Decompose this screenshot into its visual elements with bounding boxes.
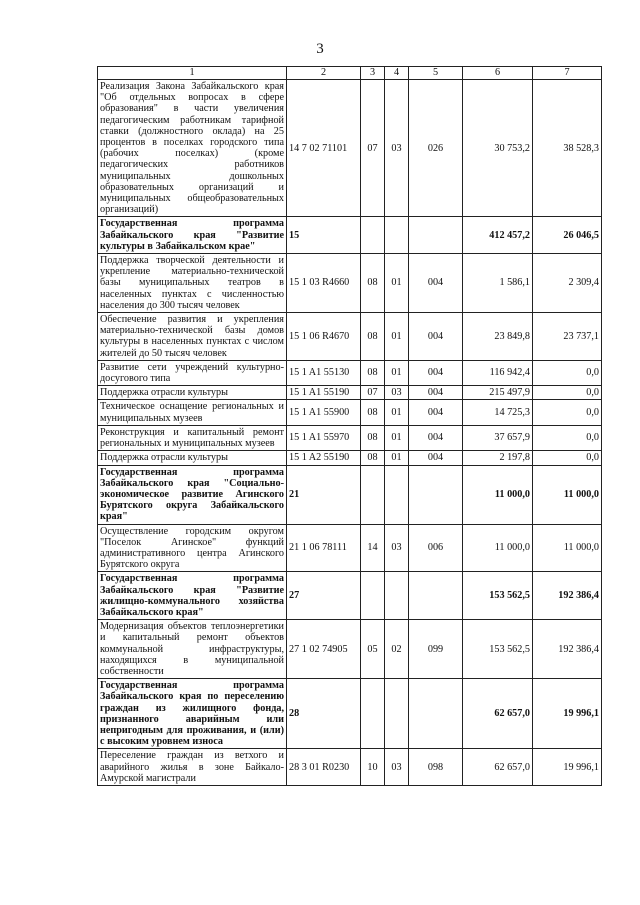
row-section: 10 xyxy=(361,749,385,786)
row-amount-2: 19 996,1 xyxy=(533,679,602,749)
row-expense-type: 004 xyxy=(409,451,463,465)
row-subsection xyxy=(385,465,409,524)
table-row xyxy=(98,386,602,400)
row-expense-type xyxy=(409,679,463,749)
table-row xyxy=(98,313,602,361)
row-section: 08 xyxy=(361,425,385,450)
row-code: 15 1 A2 55190 xyxy=(287,451,361,465)
row-amount-2: 0,0 xyxy=(533,451,602,465)
row-code: 15 1 A1 55900 xyxy=(287,400,361,425)
row-amount-1: 153 562,5 xyxy=(463,572,533,620)
row-expense-type: 004 xyxy=(409,400,463,425)
row-amount-2: 0,0 xyxy=(533,360,602,385)
row-amount-1: 23 849,8 xyxy=(463,313,533,361)
row-section: 07 xyxy=(361,386,385,400)
row-expense-type: 098 xyxy=(409,749,463,786)
row-subsection: 03 xyxy=(385,386,409,400)
row-amount-2: 19 996,1 xyxy=(533,749,602,786)
row-code: 28 3 01 R0230 xyxy=(287,749,361,786)
row-code: 15 1 03 R4660 xyxy=(287,254,361,313)
row-expense-type: 026 xyxy=(409,80,463,217)
row-subsection: 01 xyxy=(385,254,409,313)
row-amount-1: 11 000,0 xyxy=(463,524,533,572)
row-amount-2: 11 000,0 xyxy=(533,465,602,524)
row-amount-1: 62 657,0 xyxy=(463,749,533,786)
row-section xyxy=(361,572,385,620)
row-subsection xyxy=(385,679,409,749)
row-section xyxy=(361,217,385,254)
row-name: Поддержка отрасли культуры xyxy=(98,451,287,465)
row-section: 14 xyxy=(361,524,385,572)
column-header: 2 xyxy=(287,67,361,80)
table-body xyxy=(98,67,602,786)
row-code: 27 xyxy=(287,572,361,620)
table-row xyxy=(98,749,602,786)
row-amount-2: 11 000,0 xyxy=(533,524,602,572)
row-subsection: 01 xyxy=(385,451,409,465)
row-subsection: 01 xyxy=(385,400,409,425)
row-section: 08 xyxy=(361,313,385,361)
row-expense-type: 099 xyxy=(409,620,463,679)
row-subsection: 01 xyxy=(385,313,409,361)
table-row xyxy=(98,254,602,313)
row-section: 08 xyxy=(361,451,385,465)
row-amount-1: 1 586,1 xyxy=(463,254,533,313)
row-amount-1: 412 457,2 xyxy=(463,217,533,254)
table-row xyxy=(98,451,602,465)
row-expense-type: 004 xyxy=(409,360,463,385)
row-subsection: 03 xyxy=(385,524,409,572)
table-row xyxy=(98,360,602,385)
table-row xyxy=(98,620,602,679)
row-section: 05 xyxy=(361,620,385,679)
row-code: 15 1 A1 55190 xyxy=(287,386,361,400)
row-section: 08 xyxy=(361,360,385,385)
row-code: 15 1 A1 55970 xyxy=(287,425,361,450)
row-name: Обеспечение развития и укрепления материально-технической базы домов культуры в населенных пунктах с числом жителей до 50 тысяч человек xyxy=(98,313,287,361)
row-amount-1: 153 562,5 xyxy=(463,620,533,679)
row-expense-type xyxy=(409,217,463,254)
row-expense-type: 004 xyxy=(409,254,463,313)
row-code: 28 xyxy=(287,679,361,749)
row-amount-1: 14 725,3 xyxy=(463,400,533,425)
column-header: 4 xyxy=(385,67,409,80)
row-amount-2: 2 309,4 xyxy=(533,254,602,313)
row-name: Осуществление городским округом "Поселок Агинское" функций административного центра Агинского Бурятского округа xyxy=(98,524,287,572)
budget-table xyxy=(97,66,602,786)
row-code: 27 1 02 74905 xyxy=(287,620,361,679)
row-subsection: 01 xyxy=(385,425,409,450)
row-amount-1: 11 000,0 xyxy=(463,465,533,524)
row-code: 14 7 02 71101 xyxy=(287,80,361,217)
row-subsection: 02 xyxy=(385,620,409,679)
row-amount-2: 38 528,3 xyxy=(533,80,602,217)
row-subsection: 03 xyxy=(385,80,409,217)
row-name: Развитие сети учреждений культурно-досугового типа xyxy=(98,360,287,385)
row-amount-2: 192 386,4 xyxy=(533,572,602,620)
row-name: Государственная программа Забайкальского края по переселению граждан из жилищного фонда, признанного аварийным или непригодным для проживания, и (или) с высоким уровнем износа xyxy=(98,679,287,749)
row-code: 21 xyxy=(287,465,361,524)
row-name: Реализация Закона Забайкальского края "Об отдельных вопросах в сфере образования" в части увеличения педагогическим работникам тарифной ставки (должностного оклада) на 25 процентов в поселках городского типа (рабочих поселках) (кроме педагогических работников муниципальных дошкольных образовательных организаций и муниципальных общеобразовательных организаций) xyxy=(98,80,287,217)
table-row xyxy=(98,425,602,450)
page-number: 3 xyxy=(316,41,324,57)
row-name: Поддержка отрасли культуры xyxy=(98,386,287,400)
table-row xyxy=(98,679,602,749)
row-expense-type: 004 xyxy=(409,313,463,361)
column-header: 3 xyxy=(361,67,385,80)
table-row xyxy=(98,524,602,572)
row-section xyxy=(361,679,385,749)
row-name: Реконструкция и капитальный ремонт региональных и муниципальных музеев xyxy=(98,425,287,450)
row-amount-1: 2 197,8 xyxy=(463,451,533,465)
row-subsection: 01 xyxy=(385,360,409,385)
row-subsection: 03 xyxy=(385,749,409,786)
row-section: 08 xyxy=(361,254,385,313)
row-expense-type: 004 xyxy=(409,425,463,450)
row-name: Государственная программа Забайкальского края "Развитие жилищно-коммунального хозяйства Забайкальского края" xyxy=(98,572,287,620)
column-header: 5 xyxy=(409,67,463,80)
row-amount-2: 0,0 xyxy=(533,425,602,450)
row-name: Государственная программа Забайкальского края "Социально-экономическое развитие Агинского Бурятского округа Забайкальского края" xyxy=(98,465,287,524)
row-amount-2: 0,0 xyxy=(533,400,602,425)
column-header: 1 xyxy=(98,67,287,80)
row-name: Государственная программа Забайкальского края "Развитие культуры в Забайкальском крае" xyxy=(98,217,287,254)
row-amount-1: 116 942,4 xyxy=(463,360,533,385)
row-expense-type xyxy=(409,465,463,524)
row-expense-type: 006 xyxy=(409,524,463,572)
row-name: Поддержка творческой деятельности и укрепление материально-технической базы муниципальных театров в населенных пунктах с численностью населения до 300 тысяч человек xyxy=(98,254,287,313)
row-amount-2: 0,0 xyxy=(533,386,602,400)
row-code: 15 1 A1 55130 xyxy=(287,360,361,385)
row-amount-2: 192 386,4 xyxy=(533,620,602,679)
row-amount-1: 30 753,2 xyxy=(463,80,533,217)
row-name: Техническое оснащение региональных и муниципальных музеев xyxy=(98,400,287,425)
row-amount-1: 215 497,9 xyxy=(463,386,533,400)
table-row xyxy=(98,400,602,425)
row-name: Модернизация объектов теплоэнергетики и капитальный ремонт объектов коммунальной инфраструктуры, находящихся в муниципальной собственности xyxy=(98,620,287,679)
table-row xyxy=(98,572,602,620)
row-expense-type: 004 xyxy=(409,386,463,400)
row-code: 15 1 06 R4670 xyxy=(287,313,361,361)
row-amount-1: 37 657,9 xyxy=(463,425,533,450)
column-header: 7 xyxy=(533,67,602,80)
row-name: Переселение граждан из ветхого и аварийного жилья в зоне Байкало-Амурской магистрали xyxy=(98,749,287,786)
table-row xyxy=(98,217,602,254)
row-code: 15 xyxy=(287,217,361,254)
row-amount-2: 23 737,1 xyxy=(533,313,602,361)
header-row xyxy=(98,67,602,80)
row-section: 08 xyxy=(361,400,385,425)
row-subsection xyxy=(385,572,409,620)
row-amount-2: 26 046,5 xyxy=(533,217,602,254)
row-expense-type xyxy=(409,572,463,620)
column-header: 6 xyxy=(463,67,533,80)
row-section xyxy=(361,465,385,524)
row-section: 07 xyxy=(361,80,385,217)
table-row xyxy=(98,80,602,217)
table-row xyxy=(98,465,602,524)
row-amount-1: 62 657,0 xyxy=(463,679,533,749)
row-code: 21 1 06 78111 xyxy=(287,524,361,572)
row-subsection xyxy=(385,217,409,254)
